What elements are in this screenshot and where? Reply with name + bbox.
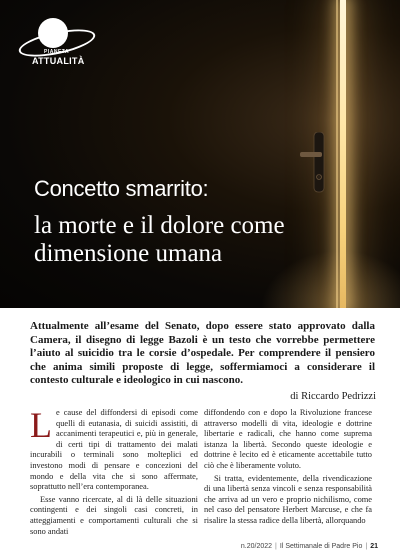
magazine-name: Il Settimanale di Padre Pio <box>279 543 363 550</box>
paragraph: Esse vanno ricercate, al di là delle situazioni contingenti e dei singoli casi concreti, in atteggiamenti e comportamenti culturali che si sono andati <box>30 494 198 536</box>
paragraph: Si tratta, evidentemente, della rivendicazione di una libertà senza vincoli e senza responsabilità che arriva ad un vero e proprio nichilismo, come nel caso del pensatore Herbert Marcuse, e che fa risalire la stessa radice della libertà, allorquando <box>204 473 372 525</box>
paragraph <box>30 405 198 493</box>
article-kicker: Concetto smarrito: <box>34 176 209 201</box>
paragraph: diffondendo con e dopo la Rivoluzione francese attraverso modelli di vita, ideologie e dottrine libertarie e radicali, che hanno come suprema istanza la libertà. Secondo queste ideologie e dottrine è lecito ed è eticamente accettabile tutto ciò che è liberamente voluto. <box>204 408 372 470</box>
body-column-2 <box>204 408 372 527</box>
logo-line2: ATTUALITÀ <box>32 56 85 66</box>
logo-line1: PIANETA <box>44 49 70 55</box>
body-column-1 <box>30 405 198 537</box>
issue-number: n.20/2022 <box>240 543 273 550</box>
paragraph-text: e cause del diffondersi di episodi come quelli di eutanasia, di suicidi assistiti, di accanimenti terapeutici e, più in generale, di certi tipi di trattamento dei malati incurabili o terminali sono molteplici ed investono modi di pensare e concezioni del mondo e della vita che si sono affermate, soprattutto nell’era contemporanea. <box>30 408 198 492</box>
section-logo <box>16 18 96 78</box>
article-lead: Attualmente all’esame del Senato, dopo essere stato approvato dalla Camera, il disegno di legge Bazoli è un testo che vorrebbe permettere l’aiuto al suicidio tra le corsie d’ospedale. Per comprendere il pensiero che anima simili proposte di legge, soffermiamoci a considerare il contesto culturale e ideologico in cui nascono. <box>30 320 375 386</box>
door-handle-icon <box>300 132 340 202</box>
page-number: 21 <box>370 543 378 550</box>
page-footer: n.20/2022 | Il Settimanale di Padre Pio | 21 <box>240 543 378 550</box>
article-byline: di Riccardo Pedrizzi <box>290 391 376 402</box>
drop-cap: L <box>30 405 52 445</box>
article-headline: la morte e il dolore come dimensione umana <box>34 212 285 267</box>
